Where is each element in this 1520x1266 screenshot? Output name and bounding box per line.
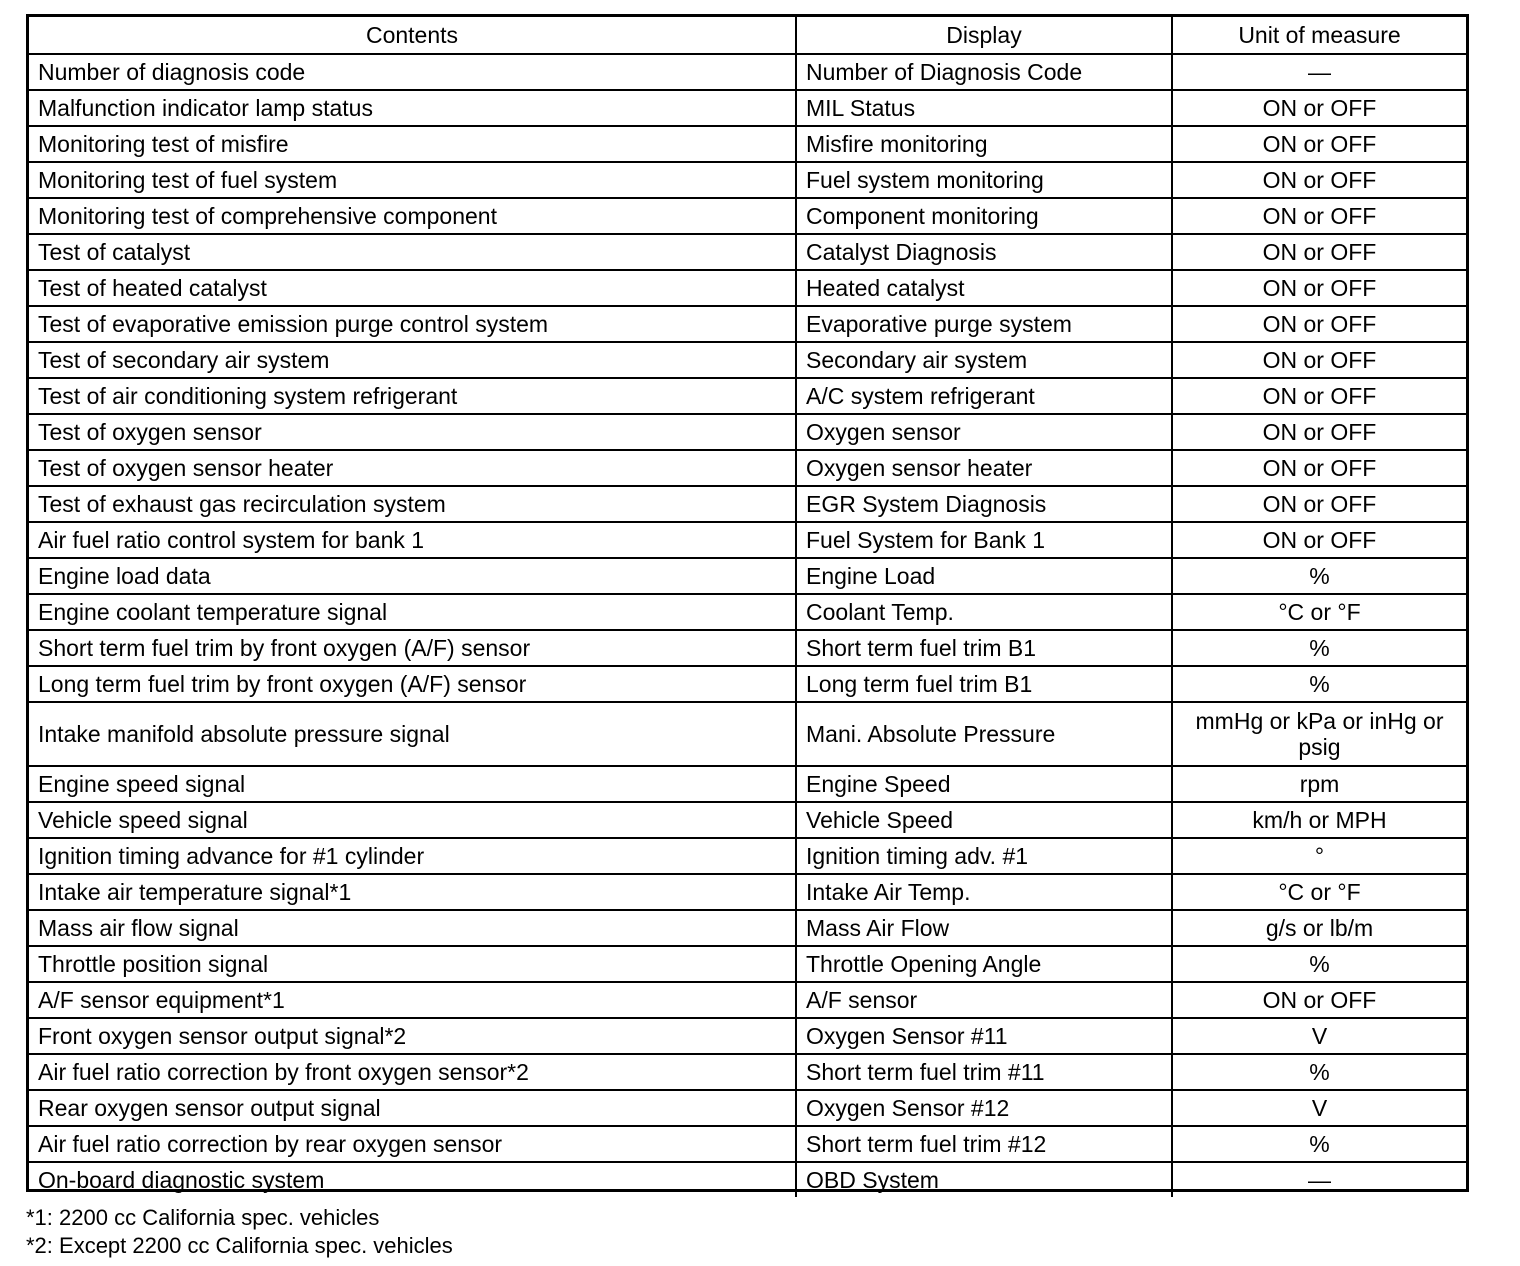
cell-unit: km/h or MPH: [1172, 802, 1466, 838]
table-row: [29, 558, 1466, 594]
header-display: Display: [796, 17, 1172, 54]
cell-display: Evaporative purge system: [796, 306, 1172, 342]
cell-display: Coolant Temp.: [796, 594, 1172, 630]
cell-unit: %: [1172, 946, 1466, 982]
cell-display: OBD System: [796, 1162, 1172, 1197]
table-row: [29, 666, 1466, 702]
cell-contents: Intake air temperature signal*1: [29, 874, 796, 910]
footnote-2: *2: Except 2200 cc California spec. vehicles: [26, 1233, 453, 1258]
cell-contents: Air fuel ratio correction by rear oxygen sensor: [29, 1126, 796, 1162]
cell-contents: Air fuel ratio control system for bank 1: [29, 522, 796, 558]
cell-contents: Monitoring test of comprehensive component: [29, 198, 796, 234]
cell-unit: °: [1172, 838, 1466, 874]
cell-unit: °C or °F: [1172, 594, 1466, 630]
cell-display: Short term fuel trim B1: [796, 630, 1172, 666]
cell-display: Mass Air Flow: [796, 910, 1172, 946]
cell-display: Oxygen Sensor #12: [796, 1090, 1172, 1126]
footnote-1: *1: 2200 cc California spec. vehicles: [26, 1205, 380, 1230]
cell-display: Fuel system monitoring: [796, 162, 1172, 198]
cell-display: Throttle Opening Angle: [796, 946, 1172, 982]
cell-contents: Monitoring test of fuel system: [29, 162, 796, 198]
cell-contents: Throttle position signal: [29, 946, 796, 982]
header-unit-of-measure: Unit of measure: [1172, 17, 1466, 54]
table-row: [29, 874, 1466, 910]
cell-display: Engine Speed: [796, 766, 1172, 802]
table-row: [29, 234, 1466, 270]
cell-unit: ON or OFF: [1172, 414, 1466, 450]
cell-contents: Number of diagnosis code: [29, 54, 796, 90]
cell-contents: Engine coolant temperature signal: [29, 594, 796, 630]
cell-contents: Intake manifold absolute pressure signal: [29, 702, 796, 766]
cell-unit: ON or OFF: [1172, 342, 1466, 378]
cell-contents: Air fuel ratio correction by front oxygen sensor*2: [29, 1054, 796, 1090]
cell-display: EGR System Diagnosis: [796, 486, 1172, 522]
table-row: [29, 450, 1466, 486]
cell-unit: —: [1172, 1162, 1466, 1197]
cell-contents: Long term fuel trim by front oxygen (A/F) sensor: [29, 666, 796, 702]
table-row: [29, 702, 1466, 766]
table-row: [29, 270, 1466, 306]
cell-display: Heated catalyst: [796, 270, 1172, 306]
table-row: [29, 766, 1466, 802]
cell-unit: ON or OFF: [1172, 486, 1466, 522]
cell-display: Oxygen sensor heater: [796, 450, 1172, 486]
cell-unit: V: [1172, 1018, 1466, 1054]
cell-contents: Test of oxygen sensor heater: [29, 450, 796, 486]
table-row: [29, 594, 1466, 630]
cell-unit: %: [1172, 1126, 1466, 1162]
table-row: [29, 54, 1466, 90]
table-row: [29, 1162, 1466, 1197]
table-row: [29, 802, 1466, 838]
cell-display: Oxygen Sensor #11: [796, 1018, 1172, 1054]
table-row: [29, 342, 1466, 378]
cell-display: Short term fuel trim #12: [796, 1126, 1172, 1162]
cell-contents: Test of secondary air system: [29, 342, 796, 378]
cell-contents: Malfunction indicator lamp status: [29, 90, 796, 126]
cell-unit: ON or OFF: [1172, 450, 1466, 486]
cell-display: Intake Air Temp.: [796, 874, 1172, 910]
cell-contents: Test of air conditioning system refrigerant: [29, 378, 796, 414]
table-row: [29, 630, 1466, 666]
table-row: [29, 1126, 1466, 1162]
table-row: [29, 486, 1466, 522]
cell-unit: °C or °F: [1172, 874, 1466, 910]
table-row: [29, 838, 1466, 874]
cell-contents: Rear oxygen sensor output signal: [29, 1090, 796, 1126]
table-row: [29, 522, 1466, 558]
diagnosis-data-table: [29, 17, 1466, 1197]
table-row: [29, 378, 1466, 414]
cell-contents: Test of evaporative emission purge control system: [29, 306, 796, 342]
cell-unit: %: [1172, 1054, 1466, 1090]
cell-display: Oxygen sensor: [796, 414, 1172, 450]
cell-contents: Ignition timing advance for #1 cylinder: [29, 838, 796, 874]
cell-contents: Test of exhaust gas recirculation system: [29, 486, 796, 522]
table-row: [29, 946, 1466, 982]
cell-unit: rpm: [1172, 766, 1466, 802]
cell-contents: A/F sensor equipment*1: [29, 982, 796, 1018]
table-row: [29, 90, 1466, 126]
cell-unit: %: [1172, 666, 1466, 702]
cell-unit: ON or OFF: [1172, 234, 1466, 270]
cell-unit: ON or OFF: [1172, 982, 1466, 1018]
cell-unit: V: [1172, 1090, 1466, 1126]
cell-display: Fuel System for Bank 1: [796, 522, 1172, 558]
cell-unit: ON or OFF: [1172, 306, 1466, 342]
cell-display: Catalyst Diagnosis: [796, 234, 1172, 270]
cell-display: Short term fuel trim #11: [796, 1054, 1172, 1090]
table-row: [29, 414, 1466, 450]
cell-unit: ON or OFF: [1172, 198, 1466, 234]
header-contents: Contents: [29, 17, 796, 54]
table-row: [29, 1054, 1466, 1090]
footnotes: [26, 1204, 453, 1260]
cell-display: Number of Diagnosis Code: [796, 54, 1172, 90]
cell-display: MIL Status: [796, 90, 1172, 126]
table-body: [29, 54, 1466, 1197]
cell-unit: %: [1172, 630, 1466, 666]
cell-unit: %: [1172, 558, 1466, 594]
cell-contents: Test of catalyst: [29, 234, 796, 270]
table-row: [29, 162, 1466, 198]
cell-display: Misfire monitoring: [796, 126, 1172, 162]
cell-unit: g/s or lb/m: [1172, 910, 1466, 946]
header-row: [29, 17, 1466, 54]
table-row: [29, 910, 1466, 946]
table-row: [29, 198, 1466, 234]
cell-contents: On-board diagnostic system: [29, 1162, 796, 1197]
cell-contents: Monitoring test of misfire: [29, 126, 796, 162]
cell-unit: ON or OFF: [1172, 378, 1466, 414]
table-row: [29, 1090, 1466, 1126]
cell-display: Long term fuel trim B1: [796, 666, 1172, 702]
cell-contents: Test of oxygen sensor: [29, 414, 796, 450]
table-row: [29, 126, 1466, 162]
cell-contents: Mass air flow signal: [29, 910, 796, 946]
cell-unit: —: [1172, 54, 1466, 90]
table-row: [29, 306, 1466, 342]
cell-contents: Engine load data: [29, 558, 796, 594]
diagnosis-table-frame: [26, 14, 1469, 1192]
cell-unit: ON or OFF: [1172, 162, 1466, 198]
cell-unit: ON or OFF: [1172, 270, 1466, 306]
cell-unit: ON or OFF: [1172, 522, 1466, 558]
cell-display: Secondary air system: [796, 342, 1172, 378]
table-row: [29, 982, 1466, 1018]
cell-unit: mmHg or kPa or inHg or psig: [1172, 702, 1466, 766]
cell-display: Component monitoring: [796, 198, 1172, 234]
cell-contents: Vehicle speed signal: [29, 802, 796, 838]
cell-contents: Short term fuel trim by front oxygen (A/F) sensor: [29, 630, 796, 666]
cell-display: Ignition timing adv. #1: [796, 838, 1172, 874]
cell-display: Engine Load: [796, 558, 1172, 594]
cell-unit: ON or OFF: [1172, 126, 1466, 162]
cell-display: A/F sensor: [796, 982, 1172, 1018]
cell-display: Vehicle Speed: [796, 802, 1172, 838]
cell-unit: ON or OFF: [1172, 90, 1466, 126]
cell-contents: Front oxygen sensor output signal*2: [29, 1018, 796, 1054]
cell-contents: Engine speed signal: [29, 766, 796, 802]
cell-contents: Test of heated catalyst: [29, 270, 796, 306]
cell-display: A/C system refrigerant: [796, 378, 1172, 414]
table-row: [29, 1018, 1466, 1054]
cell-display: Mani. Absolute Pressure: [796, 702, 1172, 766]
